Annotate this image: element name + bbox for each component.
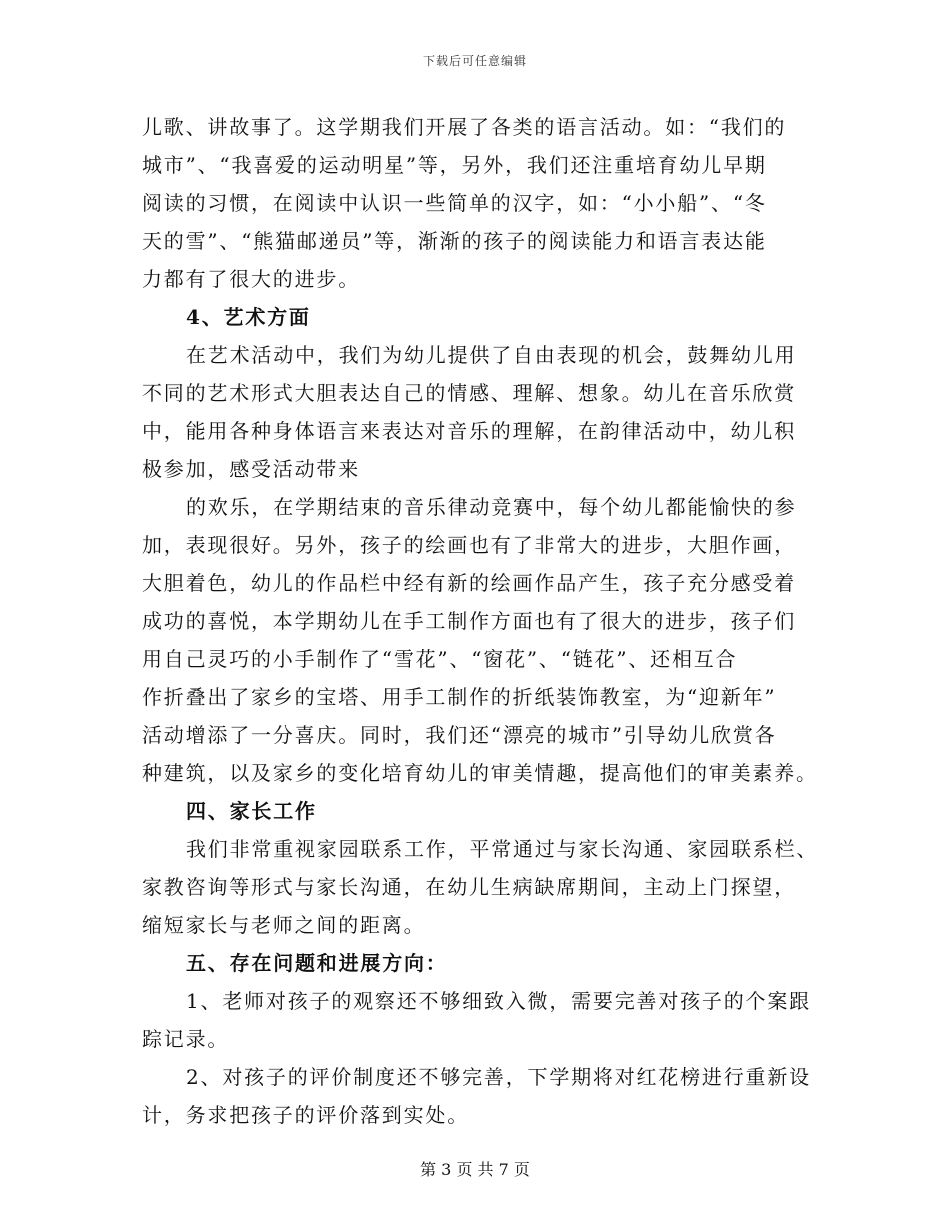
paragraph-line: 2、对孩子的评价制度还不够完善，下学期将对红花榜进行重新设 [186, 1065, 811, 1089]
paragraph-line: 我们非常重视家园联系工作，平常通过与家长沟通、家园联系栏、 [186, 837, 819, 861]
paragraph-line: 种建筑，以及家乡的变化培育幼儿的审美情趣，提高他们的审美素养。 [142, 761, 818, 785]
section-heading-problems: 五、存在问题和进展方向： [186, 951, 448, 975]
paragraph-line: 的欢乐，在学期结束的音乐律动竞赛中，每个幼儿都能愉快的参 [186, 495, 797, 519]
paragraph-line: 天的雪”、“熊猫邮递员”等，渐渐的孩子的阅读能力和语言表达能 [142, 229, 767, 253]
paragraph-line: 缩短家长与老师之间的距离。 [142, 913, 426, 937]
paragraph-line: 作折叠出了家乡的宝塔、用手工制作的折纸装饰教室，为“迎新年” [142, 685, 777, 709]
section-heading-art: 4、艺术方面 [186, 305, 311, 329]
page-footer: 第 3 页 共 7 页 [420, 1160, 530, 1179]
paragraph-line: 1、老师对孩子的观察还不够细致入微，需要完善对孩子的个案跟 [186, 989, 811, 1013]
document-body [142, 108, 819, 1134]
paragraph-line: 力都有了很大的进步。 [142, 267, 360, 291]
paragraph-line: 不同的艺术形式大胆表达自己的情感、理解、想象。幼儿在音乐欣赏 [142, 381, 796, 405]
paragraph-line: 中，能用各种身体语言来表达对音乐的理解，在韵律活动中，幼儿积 [142, 419, 796, 443]
paragraph-line: 儿歌、讲故事了。这学期我们开展了各类的语言活动。如：“我们的 [142, 115, 787, 139]
paragraph-line: 计，务求把孩子的评价落到实处。 [142, 1103, 469, 1127]
paragraph-line: 踪记录。 [142, 1027, 230, 1051]
page-header: 下载后可任意编辑 [422, 54, 527, 68]
paragraph-line: 大胆着色，幼儿的作品栏中经有新的绘画作品产生，孩子充分感受着 [142, 571, 796, 595]
paragraph-line: 用自己灵巧的小手制作了“雪花”、“窗花”、“链花”、还相互合 [142, 647, 738, 671]
paragraph-line: 阅读的习惯，在阅读中认识一些简单的汉字，如：“小小船”、“冬 [142, 191, 767, 215]
paragraph-line: 活动增添了一分喜庆。同时，我们还“漂亮的城市”引导幼儿欣赏各 [142, 723, 777, 747]
paragraph-line: 城市”、“我喜爱的运动明星”等，另外，我们还注重培育幼儿早期 [142, 153, 767, 177]
paragraph-line: 成功的喜悦，本学期幼儿在手工制作方面也有了很大的进步，孩子们 [142, 609, 796, 633]
paragraph-line: 极参加，感受活动带来 [142, 457, 360, 481]
paragraph-line: 加，表现很好。另外，孩子的绘画也有了非常大的进步，大胆作画， [142, 533, 796, 557]
section-heading-parents: 四、家长工作 [186, 799, 317, 823]
paragraph-line: 在艺术活动中，我们为幼儿提供了自由表现的机会，鼓舞幼儿用 [186, 343, 797, 367]
paragraph-line: 家教咨询等形式与家长沟通，在幼儿生病缺席期间，主动上门探望， [142, 875, 796, 899]
